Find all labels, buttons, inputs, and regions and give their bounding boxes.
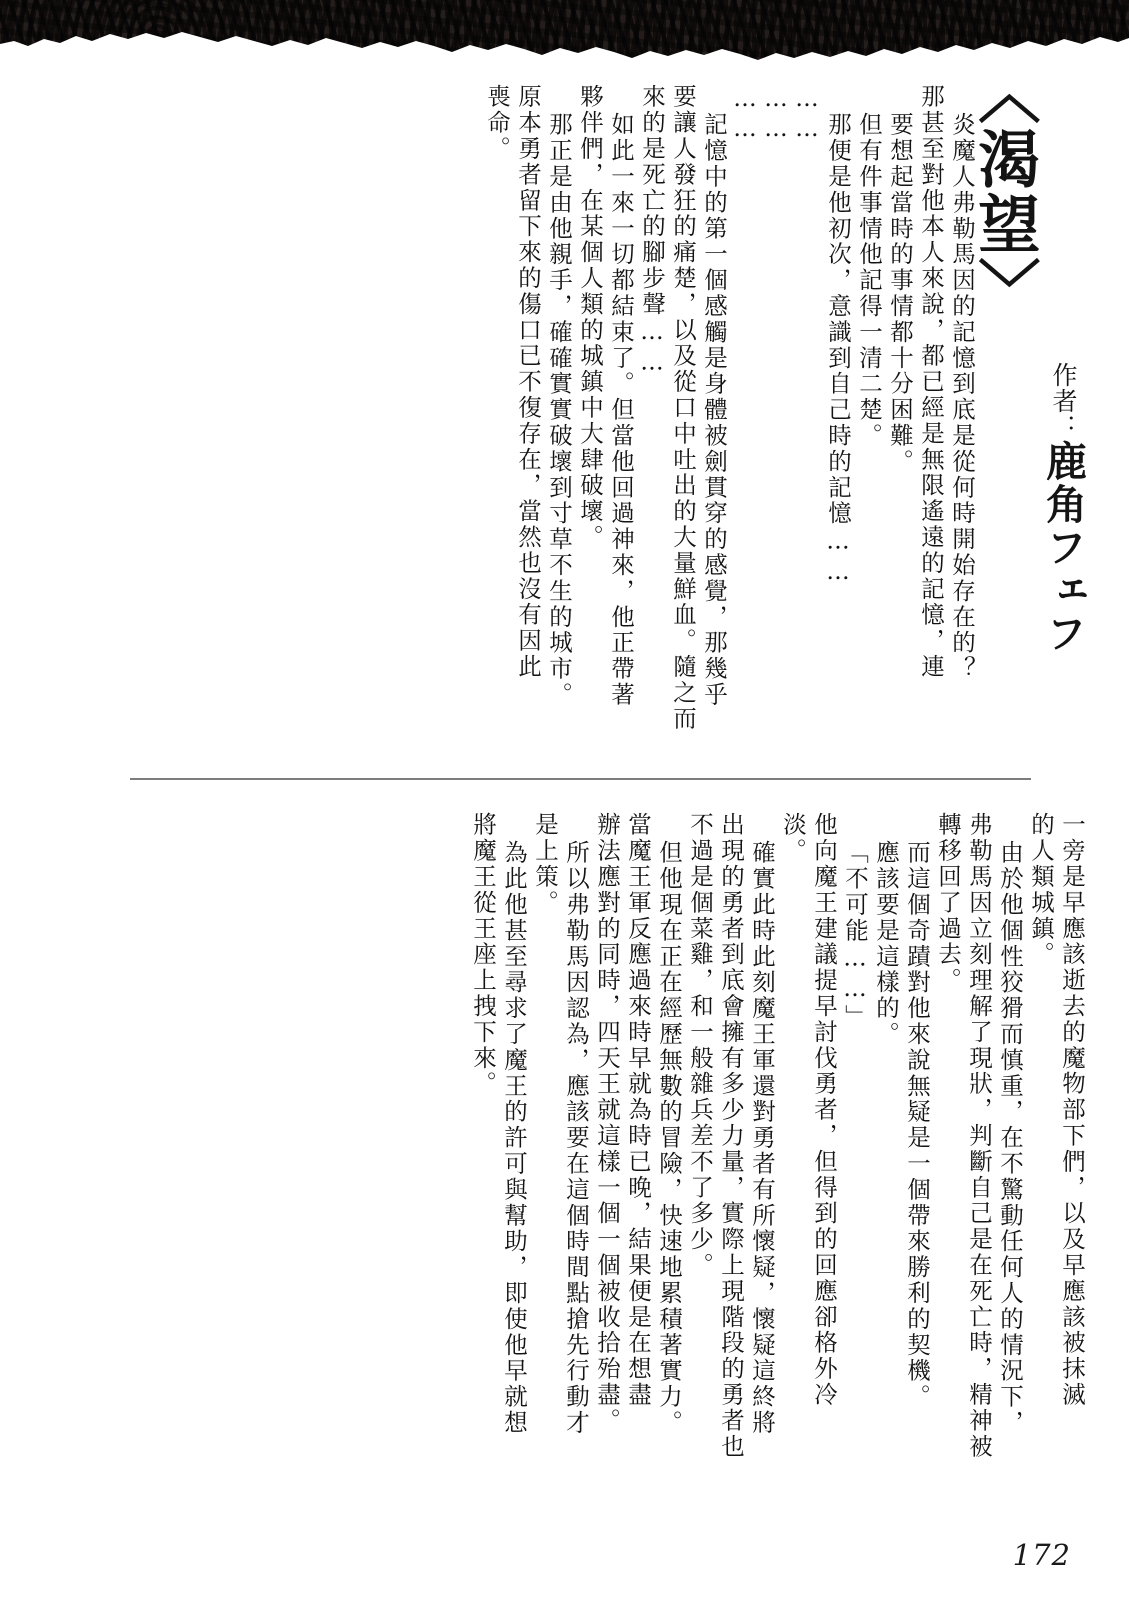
text-column: 要想起當時的事情都十分困難。: [886, 112, 914, 475]
text-column: 那甚至對他本人來說，都已經是無限遙遠的記憶，連: [917, 84, 945, 680]
text-column: 應該要是這樣的。: [872, 840, 900, 1048]
text-column: 所以弗勒馬因認為，應該要在這個時間點搶先行動才: [562, 840, 590, 1436]
text-column: 但他現在正在經歷無數的冒險，快速地累積著實力。: [655, 840, 683, 1436]
text-column: 夥伴們，在某個人類的城鎮中大肆破壞。: [576, 84, 604, 551]
text-column: 但有件事情他記得一清二楚。: [855, 112, 883, 449]
text-column: 是上策。: [531, 812, 559, 916]
torn-paper-header: [0, 0, 1129, 62]
page-title: 〈渴望〉: [967, 62, 1041, 322]
text-column: 炎魔人弗勒馬因的記憶到底是從何時開始存在的？: [948, 112, 976, 682]
text-column: 那便是他初次，意識到自己時的記憶……: [824, 112, 852, 588]
text-column: 而這個奇蹟對他來說無疑是一個帶來勝利的契機。: [903, 840, 931, 1410]
text-column: 那正是由他親手，確確實實破壞到寸草不生的城市。: [545, 112, 573, 708]
text-column: 辦法應對的同時，四天王就這樣一個一個被收拾殆盡。: [593, 812, 621, 1434]
author-label: 作者：: [1049, 362, 1078, 440]
text-column: 原本勇者留下來的傷口已不復存在，當然也沒有因此: [514, 84, 542, 680]
text-column: 當魔王軍反應過來時早就為時已晚，結果便是在想盡: [624, 812, 652, 1408]
text-column: 將魔王從王座上拽下來。: [469, 812, 497, 1097]
text-column: 他向魔王建議提早討伐勇者，但得到的回應卻格外冷: [810, 812, 838, 1408]
text-column: 一旁是早應該逝去的魔物部下們，以及早應該被抹滅: [1058, 812, 1086, 1408]
text-column: 為此他甚至尋求了魔王的許可與幫助，即使他早就想: [500, 840, 528, 1436]
text-column: 出現的勇者到底會擁有多少力量，實際上現階段的勇者也: [717, 812, 745, 1460]
section-divider: [130, 778, 1031, 780]
torn-edge-icon: [0, 24, 1129, 62]
text-column: 確實此時此刻魔王軍還對勇者有所懷疑，懷疑這終將: [748, 840, 776, 1436]
text-column: ……: [731, 84, 759, 144]
text-column: 的人類城鎮。: [1027, 812, 1055, 968]
author-credit: [1038, 362, 1087, 655]
title-block: [967, 62, 1087, 762]
text-column: 轉移回了過去。: [934, 812, 962, 994]
text-column: 要讓人發狂的痛楚，以及從口中吐出的大量鮮血。隨之而: [669, 84, 697, 732]
text-column: 來的是死亡的腳步聲……: [638, 84, 666, 378]
text-column: 弗勒馬因立刻理解了現狀，判斷自己是在死亡時，精神被: [965, 812, 993, 1460]
author-name: 鹿角フェフ: [1039, 440, 1087, 655]
text-column: ……: [793, 84, 821, 144]
text-column: 記憶中的第一個感觸是身體被劍貫穿的感覺，那幾乎: [700, 112, 728, 708]
text-column: 由於他個性狡猾而慎重，在不驚動任何人的情況下，: [996, 840, 1024, 1436]
body-text-top: [130, 84, 976, 744]
text-column: 不過是個菜雞，和一般雜兵差不了多少。: [686, 812, 714, 1279]
body-text-bottom: [110, 812, 1086, 1472]
text-column: 喪命。: [483, 84, 511, 162]
text-column: 「不可能……」: [841, 840, 869, 1031]
text-column: 淡。: [779, 812, 807, 864]
page-number: 172: [1012, 1538, 1071, 1572]
text-column: 如此一來一切都結束了。但當他回過神來，他正帶著: [607, 112, 635, 708]
text-column: ……: [762, 84, 790, 144]
